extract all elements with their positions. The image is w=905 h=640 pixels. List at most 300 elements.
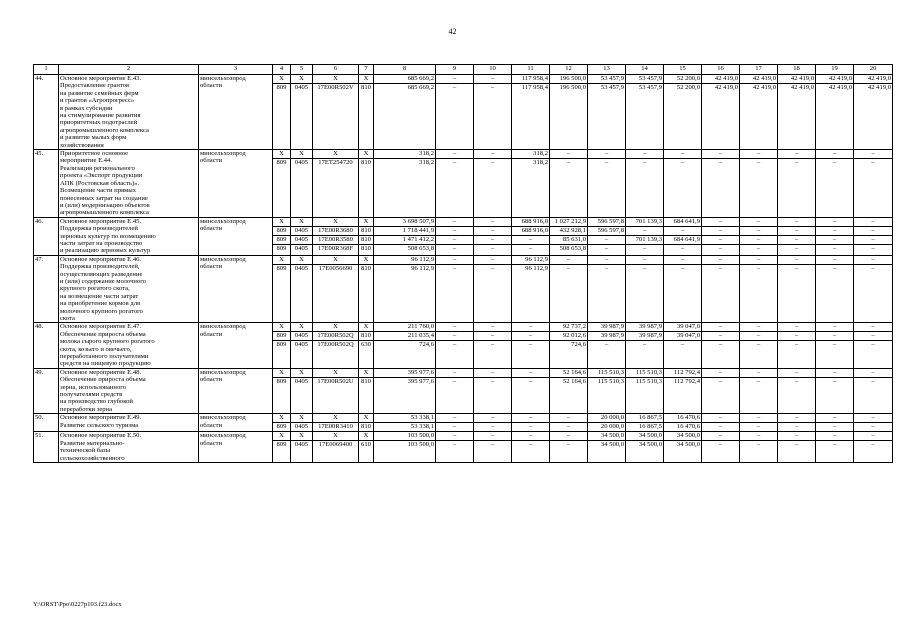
executor-line: минсельхозпрод: [200, 368, 246, 376]
amount-cell: –: [664, 341, 702, 368]
measure-name-line: Основное мероприятие Е.45.: [60, 217, 142, 225]
amount-cell: 16 867,5: [626, 414, 664, 423]
amount-cell: –: [550, 414, 588, 423]
budget-code-cell: Х: [291, 432, 313, 441]
header-cell: 13: [588, 65, 626, 75]
measure-name-line: на приобретение кормов для: [60, 300, 141, 308]
amount-cell: 196 500,0: [550, 75, 588, 84]
table-row: [34, 217, 893, 226]
budget-code-cell: 809: [273, 423, 291, 432]
amount-cell: –: [816, 368, 854, 377]
amount-cell: –: [854, 332, 893, 341]
header-cell: 5: [291, 65, 313, 75]
budget-code-cell: 809: [273, 377, 291, 413]
row-number: 45.: [34, 150, 59, 218]
amount-cell: 684 641,9: [664, 217, 702, 226]
amount-cell: 508 653,8: [550, 244, 588, 255]
amount-cell: 42 419,0: [854, 84, 893, 150]
amount-cell: –: [702, 414, 740, 423]
amount-cell: 39 987,9: [588, 323, 626, 332]
amount-cell: –: [854, 150, 893, 159]
budget-code-cell: Х: [313, 368, 359, 377]
amount-cell: 39 047,0: [664, 323, 702, 332]
measure-name-line: на возмещение части затрат: [60, 292, 139, 300]
table-row: [34, 432, 893, 441]
measure-name-line: Основное мероприятие Е.50.: [60, 432, 142, 440]
budget-code-cell: 17Е00R3410: [313, 423, 359, 432]
measure-name-line: крупного рогатого скота,: [60, 285, 130, 293]
measure-name-line: молочного крупного рогатого: [60, 307, 143, 315]
amount-cell: 685 669,2: [374, 75, 436, 84]
measure-name-line: скота, козьего и овечьего,: [60, 345, 132, 353]
amount-cell: 42 419,0: [816, 75, 854, 84]
budget-code-cell: Х: [291, 414, 313, 423]
amount-cell: –: [740, 432, 778, 441]
amount-cell: –: [588, 159, 626, 218]
amount-cell: –: [474, 255, 512, 264]
amount-cell: –: [854, 377, 893, 413]
amount-cell: –: [702, 441, 740, 463]
measure-name-line: Поддержка производителей,: [60, 263, 140, 271]
budget-code-cell: Х: [273, 432, 291, 441]
amount-cell: –: [550, 150, 588, 159]
amount-cell: 115 510,3: [588, 377, 626, 413]
amount-cell: 117 958,4: [512, 75, 550, 84]
measure-name: [59, 150, 199, 218]
executor-line: минсельхозпрод: [200, 75, 246, 82]
amount-cell: 53 338,1: [374, 414, 436, 423]
amount-cell: –: [740, 414, 778, 423]
amount-cell: –: [854, 255, 893, 264]
amount-cell: –: [702, 226, 740, 235]
budget-table: [33, 64, 893, 463]
table-row: [34, 150, 893, 159]
budget-code-cell: 809: [273, 226, 291, 235]
measure-name: [59, 368, 199, 413]
amount-cell: –: [816, 341, 854, 368]
amount-cell: –: [436, 332, 474, 341]
measure-name-line: на развитие семейных ферм: [60, 89, 139, 97]
measure-name-line: сельскохозяйственного: [60, 454, 125, 462]
amount-cell: –: [816, 150, 854, 159]
amount-cell: –: [816, 264, 854, 323]
budget-code-cell: 809: [273, 332, 291, 341]
measure-name-line: Реализация регионального: [60, 164, 135, 172]
row-number: 48.: [34, 323, 59, 368]
executor-line: минсельхозпрод: [200, 150, 246, 158]
amount-cell: –: [626, 341, 664, 368]
amount-cell: 688 916,0: [512, 217, 550, 226]
budget-code-cell: 810: [359, 377, 374, 413]
budget-code-cell: 809: [273, 441, 291, 463]
amount-cell: –: [854, 235, 893, 244]
amount-cell: –: [474, 150, 512, 159]
executor: [199, 150, 273, 218]
executor: [199, 75, 273, 150]
amount-cell: –: [778, 432, 816, 441]
amount-cell: 42 419,0: [740, 75, 778, 84]
budget-code-cell: 810: [359, 159, 374, 218]
budget-code-cell: Х: [359, 217, 374, 226]
amount-cell: –: [512, 244, 550, 255]
measure-name-line: зерновых культур по возмещению: [60, 232, 156, 240]
measure-name-line: Основное мероприятие Е.48.: [60, 368, 142, 376]
executor: [199, 255, 273, 323]
budget-code-cell: 810: [359, 423, 374, 432]
amount-cell: –: [702, 244, 740, 255]
amount-cell: –: [626, 226, 664, 235]
amount-cell: –: [588, 244, 626, 255]
amount-cell: 508 653,8: [374, 244, 436, 255]
amount-cell: 42 419,0: [816, 84, 854, 150]
budget-code-cell: 17Е00R3680: [313, 226, 359, 235]
amount-cell: 211 035,4: [374, 332, 436, 341]
amount-cell: 685 669,2: [374, 84, 436, 150]
row-number: 47.: [34, 255, 59, 323]
header-cell: 18: [778, 65, 816, 75]
amount-cell: –: [474, 159, 512, 218]
budget-code-cell: 610: [359, 441, 374, 463]
amount-cell: –: [588, 341, 626, 368]
executor: [199, 414, 273, 432]
amount-cell: –: [854, 323, 893, 332]
budget-code-cell: 0405: [291, 235, 313, 244]
amount-cell: –: [740, 159, 778, 218]
budget-code-cell: 630: [359, 341, 374, 368]
budget-code-cell: Х: [359, 255, 374, 264]
amount-cell: –: [626, 244, 664, 255]
header-cell: 17: [740, 65, 778, 75]
amount-cell: 395 977,6: [374, 377, 436, 413]
executor-line: области: [200, 421, 223, 429]
amount-cell: 34 500,0: [626, 441, 664, 463]
header-cell: 1: [34, 65, 59, 75]
amount-cell: –: [854, 441, 893, 463]
amount-cell: –: [854, 226, 893, 235]
amount-cell: –: [816, 414, 854, 423]
measure-name-line: Развитие материально-: [60, 439, 125, 447]
file-path-footer: Y:\ORST\Ppo\0227p103.f23.docx: [33, 601, 122, 608]
measure-name-line: на стимулирование развития: [60, 112, 141, 120]
amount-cell: 1 027 212,9: [550, 217, 588, 226]
amount-cell: –: [740, 377, 778, 413]
budget-code-cell: Х: [291, 368, 313, 377]
budget-code-cell: 0405: [291, 226, 313, 235]
executor-line: области: [200, 439, 223, 447]
header-row: [34, 65, 893, 75]
header-cell: 20: [854, 65, 893, 75]
amount-cell: 34 500,0: [664, 432, 702, 441]
amount-cell: –: [474, 432, 512, 441]
budget-code-cell: Х: [313, 150, 359, 159]
header-cell: 10: [474, 65, 512, 75]
measure-name-line: и реализацию зерновых культур: [60, 247, 151, 255]
amount-cell: 42 419,0: [702, 75, 740, 84]
amount-cell: –: [778, 255, 816, 264]
measure-name-line: молока сырого крупного рогатого: [60, 338, 155, 346]
measure-name-line: Основное мероприятие Е.49.: [60, 414, 142, 422]
amount-cell: –: [854, 264, 893, 323]
amount-cell: –: [816, 226, 854, 235]
amount-cell: –: [436, 226, 474, 235]
amount-cell: 34 500,0: [626, 432, 664, 441]
measure-name-line: и грантов «Агропрогресс»: [60, 97, 135, 105]
amount-cell: –: [854, 341, 893, 368]
amount-cell: 20 000,0: [588, 423, 626, 432]
amount-cell: 53 457,9: [626, 75, 664, 84]
budget-code-cell: Х: [359, 432, 374, 441]
amount-cell: –: [816, 432, 854, 441]
amount-cell: –: [474, 323, 512, 332]
amount-cell: –: [436, 84, 474, 150]
header-cell: 6: [313, 65, 359, 75]
amount-cell: 395 977,6: [374, 368, 436, 377]
amount-cell: –: [474, 244, 512, 255]
amount-cell: 53 457,9: [588, 75, 626, 84]
budget-code-cell: 17Е00R502V: [313, 84, 359, 150]
measure-name-line: переработки зерна: [60, 405, 113, 413]
amount-cell: –: [626, 255, 664, 264]
budget-code-cell: Х: [359, 368, 374, 377]
measure-name: [59, 414, 199, 432]
amount-cell: –: [512, 368, 550, 377]
amount-cell: 53 457,9: [626, 84, 664, 150]
amount-cell: –: [740, 423, 778, 432]
amount-cell: –: [550, 441, 588, 463]
amount-cell: –: [778, 226, 816, 235]
amount-cell: –: [664, 150, 702, 159]
amount-cell: –: [702, 341, 740, 368]
amount-cell: –: [778, 235, 816, 244]
amount-cell: –: [854, 414, 893, 423]
budget-code-cell: 810: [359, 84, 374, 150]
measure-name-line: Основное мероприятие Е.46.: [60, 255, 142, 263]
amount-cell: 112 792,4: [664, 377, 702, 413]
amount-cell: –: [702, 323, 740, 332]
table-row: [34, 75, 893, 84]
amount-cell: –: [816, 235, 854, 244]
row-number: 46.: [34, 217, 59, 255]
amount-cell: –: [740, 368, 778, 377]
measure-name-line: АПК (Ростовская область)».: [60, 179, 140, 187]
amount-cell: 432 928,1: [550, 226, 588, 235]
amount-cell: 34 500,0: [664, 441, 702, 463]
measure-name-line: получателями средств: [60, 391, 123, 399]
amount-cell: 96 112,9: [374, 264, 436, 323]
budget-code-cell: 17Е00R368F: [313, 244, 359, 255]
amount-cell: –: [474, 217, 512, 226]
amount-cell: –: [778, 323, 816, 332]
executor-line: области: [200, 225, 223, 233]
amount-cell: –: [588, 264, 626, 323]
header-cell: 8: [374, 65, 436, 75]
amount-cell: –: [740, 255, 778, 264]
amount-cell: –: [778, 244, 816, 255]
budget-code-cell: Х: [291, 75, 313, 84]
measure-name-line: проекта «Экспорт продукции: [60, 172, 143, 180]
measure-name-line: и развитие малых форм: [60, 134, 127, 142]
amount-cell: –: [550, 432, 588, 441]
table-row: [34, 255, 893, 264]
amount-cell: –: [854, 244, 893, 255]
amount-cell: –: [474, 341, 512, 368]
amount-cell: –: [778, 159, 816, 218]
amount-cell: 96 112,9: [512, 255, 550, 264]
budget-code-cell: Х: [359, 323, 374, 332]
amount-cell: –: [436, 255, 474, 264]
amount-cell: –: [740, 341, 778, 368]
amount-cell: 318,2: [374, 159, 436, 218]
amount-cell: –: [626, 150, 664, 159]
budget-code-cell: Х: [313, 255, 359, 264]
amount-cell: 92 737,2: [550, 323, 588, 332]
amount-cell: –: [778, 377, 816, 413]
amount-cell: 688 916,0: [512, 226, 550, 235]
measure-name-line: средств на пищевую продукцию: [60, 360, 151, 368]
amount-cell: 1 718 441,9: [374, 226, 436, 235]
page-number: 42: [448, 27, 457, 36]
budget-code-cell: 0405: [291, 377, 313, 413]
measure-name-line: агропромышленного комплекса: [60, 126, 149, 134]
amount-cell: 20 000,0: [588, 414, 626, 423]
executor: [199, 323, 273, 368]
measure-name-line: хозяйствования: [60, 141, 104, 149]
amount-cell: –: [436, 244, 474, 255]
budget-code-cell: 17Е0056690: [313, 264, 359, 323]
budget-code-cell: 0405: [291, 341, 313, 368]
budget-code-cell: 809: [273, 84, 291, 150]
amount-cell: –: [436, 150, 474, 159]
amount-cell: 34 500,0: [588, 441, 626, 463]
amount-cell: –: [436, 414, 474, 423]
header-cell: 3: [199, 65, 273, 75]
measure-name-line: технической базы: [60, 447, 111, 455]
budget-code-cell: 17Е00R502U: [313, 377, 359, 413]
budget-code-cell: Х: [291, 217, 313, 226]
measure-name-line: Приоритетное основное: [60, 150, 129, 158]
amount-cell: 39 047,0: [664, 332, 702, 341]
amount-cell: –: [702, 264, 740, 323]
amount-cell: –: [740, 323, 778, 332]
executor-line: области: [200, 263, 223, 271]
amount-cell: 3 698 507,9: [374, 217, 436, 226]
header-cell: 9: [436, 65, 474, 75]
amount-cell: 92 012,6: [550, 332, 588, 341]
amount-cell: –: [626, 159, 664, 218]
amount-cell: –: [436, 264, 474, 323]
amount-cell: –: [512, 423, 550, 432]
amount-cell: 39 987,9: [626, 323, 664, 332]
amount-cell: 1 471 412,2: [374, 235, 436, 244]
amount-cell: –: [550, 423, 588, 432]
amount-cell: –: [702, 432, 740, 441]
amount-cell: –: [588, 150, 626, 159]
amount-cell: –: [740, 441, 778, 463]
amount-cell: 117 958,4: [512, 84, 550, 150]
header-cell: 16: [702, 65, 740, 75]
measure-name-line: мероприятие Е.44.: [60, 157, 112, 165]
amount-cell: –: [740, 217, 778, 226]
header-cell: 19: [816, 65, 854, 75]
amount-cell: 42 419,0: [740, 84, 778, 150]
executor: [199, 432, 273, 463]
row-number: 51.: [34, 432, 59, 463]
amount-cell: 16 470,6: [664, 414, 702, 423]
executor-line: области: [200, 82, 223, 90]
measure-name-line: Основное мероприятие Е.43.: [60, 75, 142, 82]
amount-cell: –: [588, 235, 626, 244]
amount-cell: 53 338,1: [374, 423, 436, 432]
budget-code-cell: 17ЕТ254720: [313, 159, 359, 218]
amount-cell: 596 597,8: [588, 217, 626, 226]
amount-cell: –: [550, 264, 588, 323]
row-number: 50.: [34, 414, 59, 432]
budget-code-cell: 809: [273, 341, 291, 368]
executor-line: области: [200, 376, 223, 384]
amount-cell: –: [436, 377, 474, 413]
measure-name-line: части затрат на производство: [60, 239, 143, 247]
budget-code-cell: Х: [273, 323, 291, 332]
amount-cell: –: [816, 441, 854, 463]
budget-code-cell: Х: [291, 255, 313, 264]
amount-cell: –: [778, 150, 816, 159]
amount-cell: –: [816, 255, 854, 264]
amount-cell: –: [436, 432, 474, 441]
header-cell: 7: [359, 65, 374, 75]
amount-cell: 16 867,5: [626, 423, 664, 432]
table-row: [34, 414, 893, 423]
budget-code-cell: Х: [273, 75, 291, 84]
measure-name-line: зерна, использованного: [60, 383, 127, 391]
amount-cell: 684 641,9: [664, 235, 702, 244]
measure-name-line: осуществляющих разведение: [60, 270, 143, 278]
amount-cell: –: [436, 75, 474, 84]
measure-name-line: в рамках субсидии: [60, 104, 113, 112]
amount-cell: 52 200,0: [664, 75, 702, 84]
measure-name-line: агропромышленного комплекса: [60, 209, 149, 217]
measure-name-line: Основное мероприятие Е.47.: [60, 323, 142, 331]
amount-cell: –: [778, 264, 816, 323]
header-cell: 12: [550, 65, 588, 75]
amount-cell: –: [436, 235, 474, 244]
amount-cell: –: [740, 264, 778, 323]
amount-cell: 39 987,9: [626, 332, 664, 341]
amount-cell: –: [816, 377, 854, 413]
budget-code-cell: 809: [273, 264, 291, 323]
amount-cell: –: [702, 368, 740, 377]
amount-cell: 85 631,0: [550, 235, 588, 244]
amount-cell: –: [474, 423, 512, 432]
amount-cell: 42 419,0: [702, 84, 740, 150]
amount-cell: –: [436, 368, 474, 377]
amount-cell: –: [702, 217, 740, 226]
amount-cell: –: [474, 377, 512, 413]
measure-name-line: Обеспечение прироста объема: [60, 330, 146, 338]
amount-cell: –: [474, 414, 512, 423]
amount-cell: 596 597,8: [588, 226, 626, 235]
amount-cell: –: [436, 441, 474, 463]
budget-code-cell: 810: [359, 235, 374, 244]
amount-cell: –: [512, 332, 550, 341]
amount-cell: –: [854, 217, 893, 226]
amount-cell: 318,2: [512, 150, 550, 159]
budget-code-cell: Х: [359, 150, 374, 159]
amount-cell: –: [816, 332, 854, 341]
measure-name-line: и (или) содержание молочного: [60, 277, 147, 285]
amount-cell: 211 760,0: [374, 323, 436, 332]
executor: [199, 368, 273, 413]
budget-code-cell: Х: [291, 323, 313, 332]
